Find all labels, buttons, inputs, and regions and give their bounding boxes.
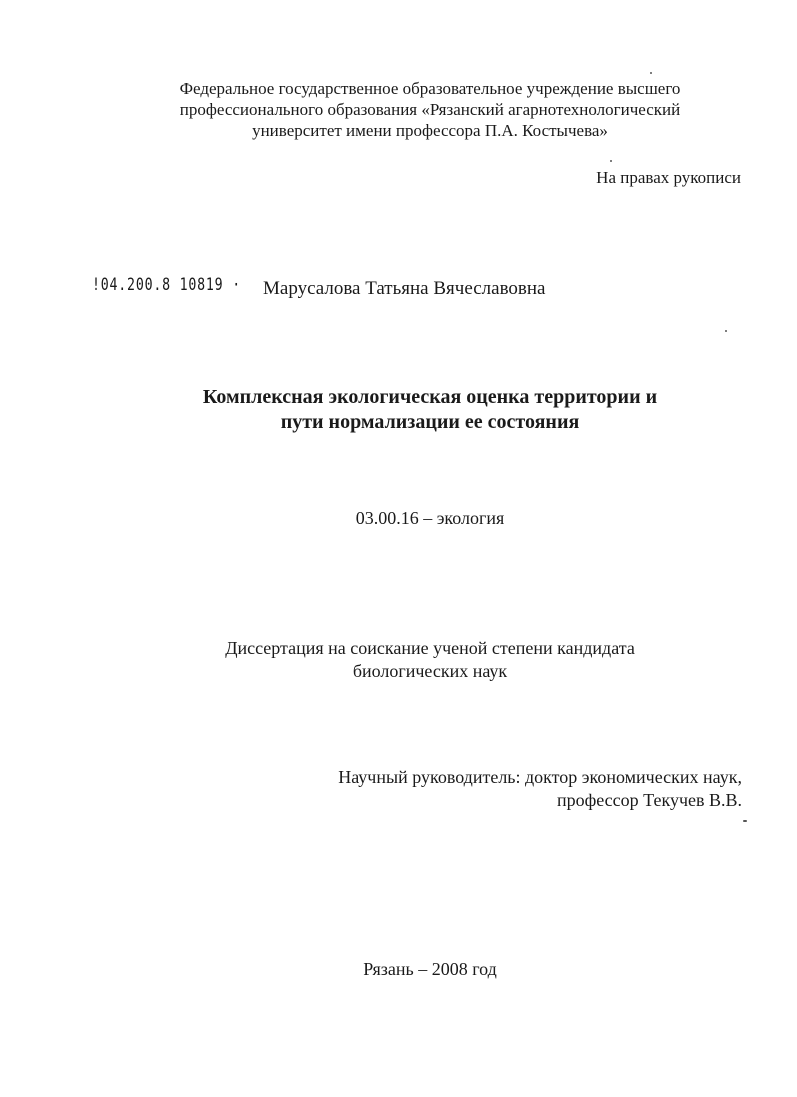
author-name: Марусалова Татьяна Вячеславовна — [263, 278, 546, 299]
registration-stamp: !04.200.8 10819 · — [92, 275, 241, 295]
specialty-code: 03.00.16 – экология — [355, 508, 505, 528]
scan-speck — [725, 330, 727, 332]
degree-line-2: биологических наук — [352, 661, 508, 681]
rights-note: На правах рукописи — [596, 168, 741, 187]
city-year: Рязань – 2008 год — [363, 959, 497, 979]
scientific-advisor — [338, 766, 742, 812]
scan-speck — [650, 72, 652, 74]
institution-line-2: профессионального образования «Рязанский агарнотехнологический — [179, 100, 681, 119]
advisor-line-2: профессор Текучев В.В. — [556, 790, 742, 810]
degree-statement — [100, 637, 760, 683]
scan-speck — [743, 820, 747, 822]
degree-line-1: Диссертация на соискание ученой степени кандидата — [225, 638, 635, 658]
institution-line-1: Федеральное государственное образовательное учреждение высшего — [179, 79, 681, 98]
advisor-line-1: Научный руководитель: доктор экономических наук, — [338, 767, 742, 787]
dissertation-title — [100, 385, 760, 435]
title-line-1: Комплексная экологическая оценка территории и — [202, 386, 658, 408]
institution-header — [100, 78, 760, 141]
title-line-2: пути нормализации ее состояния — [280, 411, 580, 433]
scan-speck — [610, 160, 612, 162]
institution-line-3: университет имени профессора П.А. Костычева» — [252, 121, 608, 140]
